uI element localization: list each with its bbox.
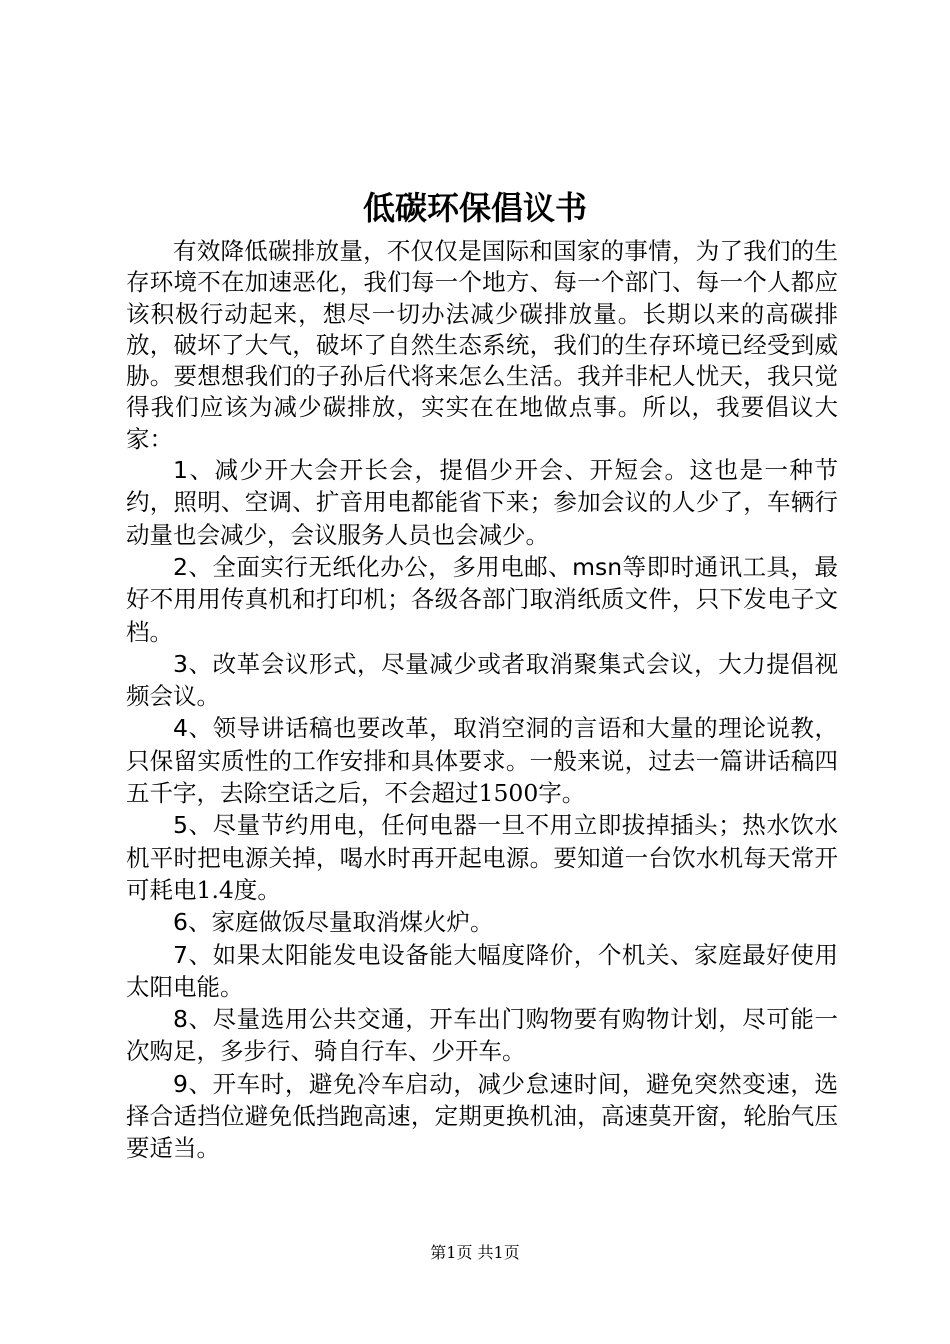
proposal-lead: 9、开车时，避免冷车启动，减少怠速时间，避免突然变速，选择合适挡位避免低挡跑高速，定期更换机油，高速莫开窗，轮胎气压要适当。 <box>126 1069 838 1163</box>
page-footer: 第1页 共1页 <box>430 1243 520 1262</box>
proposal-detail: 要知道一台饮水机每天常开可耗电1.4度。 <box>126 843 839 904</box>
intro-paragraph: 有效降低碳排放量，不仅仅是国际和国家的事情，为了我们的生存环境不在加速恶化，我们每一个地方、每一个部门、每一个人都应该积极行动起来，想尽一切办法减少碳排放量。长期以来的高碳排放，破坏了大气，破坏了自然生态系统，我们的生存环境已经受到威胁。要想想我们的子孙后代将来怎么生活。我并非杞人忧天，我只觉得我们应该为减少碳排放，实实在在地做点事。所以，我要倡议大家： <box>126 237 838 453</box>
proposal-item-5 <box>126 810 838 907</box>
document-body <box>126 236 838 1166</box>
proposal-lead: 6、家庭做饭尽量取消煤火炉。 <box>173 908 494 937</box>
proposal-lead: 2、全面实行无纸化办公，多用电邮、msn等即时通讯工具，最好不用用传真机和打印机；各级各部门取消纸质文件，只下发电子文档。 <box>126 552 838 646</box>
proposal-item-4 <box>126 713 838 810</box>
proposal-detail: 一般来说，过去一篇讲话稿四五千字，去除空话之后，不会超过1500字。 <box>126 746 839 808</box>
proposal-item-9 <box>126 1069 838 1166</box>
proposal-lead: 8、尽量选用公共交通，开车出门购物要有购物计划，尽可能一次购足，多步行、骑自行车、少开车。 <box>126 1005 838 1066</box>
proposal-item-3 <box>126 649 838 714</box>
proposal-lead: 5、尽量节约用电，任何电器一旦不用立即拔掉插头；热水饮水机平时把电源关掉，喝水时再开起电源。 <box>126 811 838 872</box>
proposal-item-1 <box>126 455 838 552</box>
proposal-item-7 <box>126 940 838 1005</box>
proposal-lead: 3、改革会议形式，尽量减少或者取消聚集式会议，大力提倡视频会议。 <box>126 649 838 711</box>
proposal-lead: 4、领导讲话稿也要改革，取消空洞的言语和大量的理论说教，只保留实质性的工作安排和具体要求。 <box>126 714 838 775</box>
proposal-item-8 <box>126 1004 838 1069</box>
proposal-item-6 <box>126 907 838 939</box>
proposal-detail: 这也是一种节约，照明、空调、扩音用电都能省下来；参加会议的人少了，车辆行动量也会减少，会议服务人员也会减少。 <box>126 456 839 549</box>
proposal-lead: 1、减少开大会开长会，提倡少开会、开短会。 <box>173 456 690 485</box>
document-title: 低碳环保倡议书 <box>362 189 587 227</box>
proposal-item-2 <box>126 552 838 649</box>
proposal-lead: 7、如果太阳能发电设备能大幅度降价，个机关、家庭最好使用太阳电能。 <box>126 940 838 1001</box>
